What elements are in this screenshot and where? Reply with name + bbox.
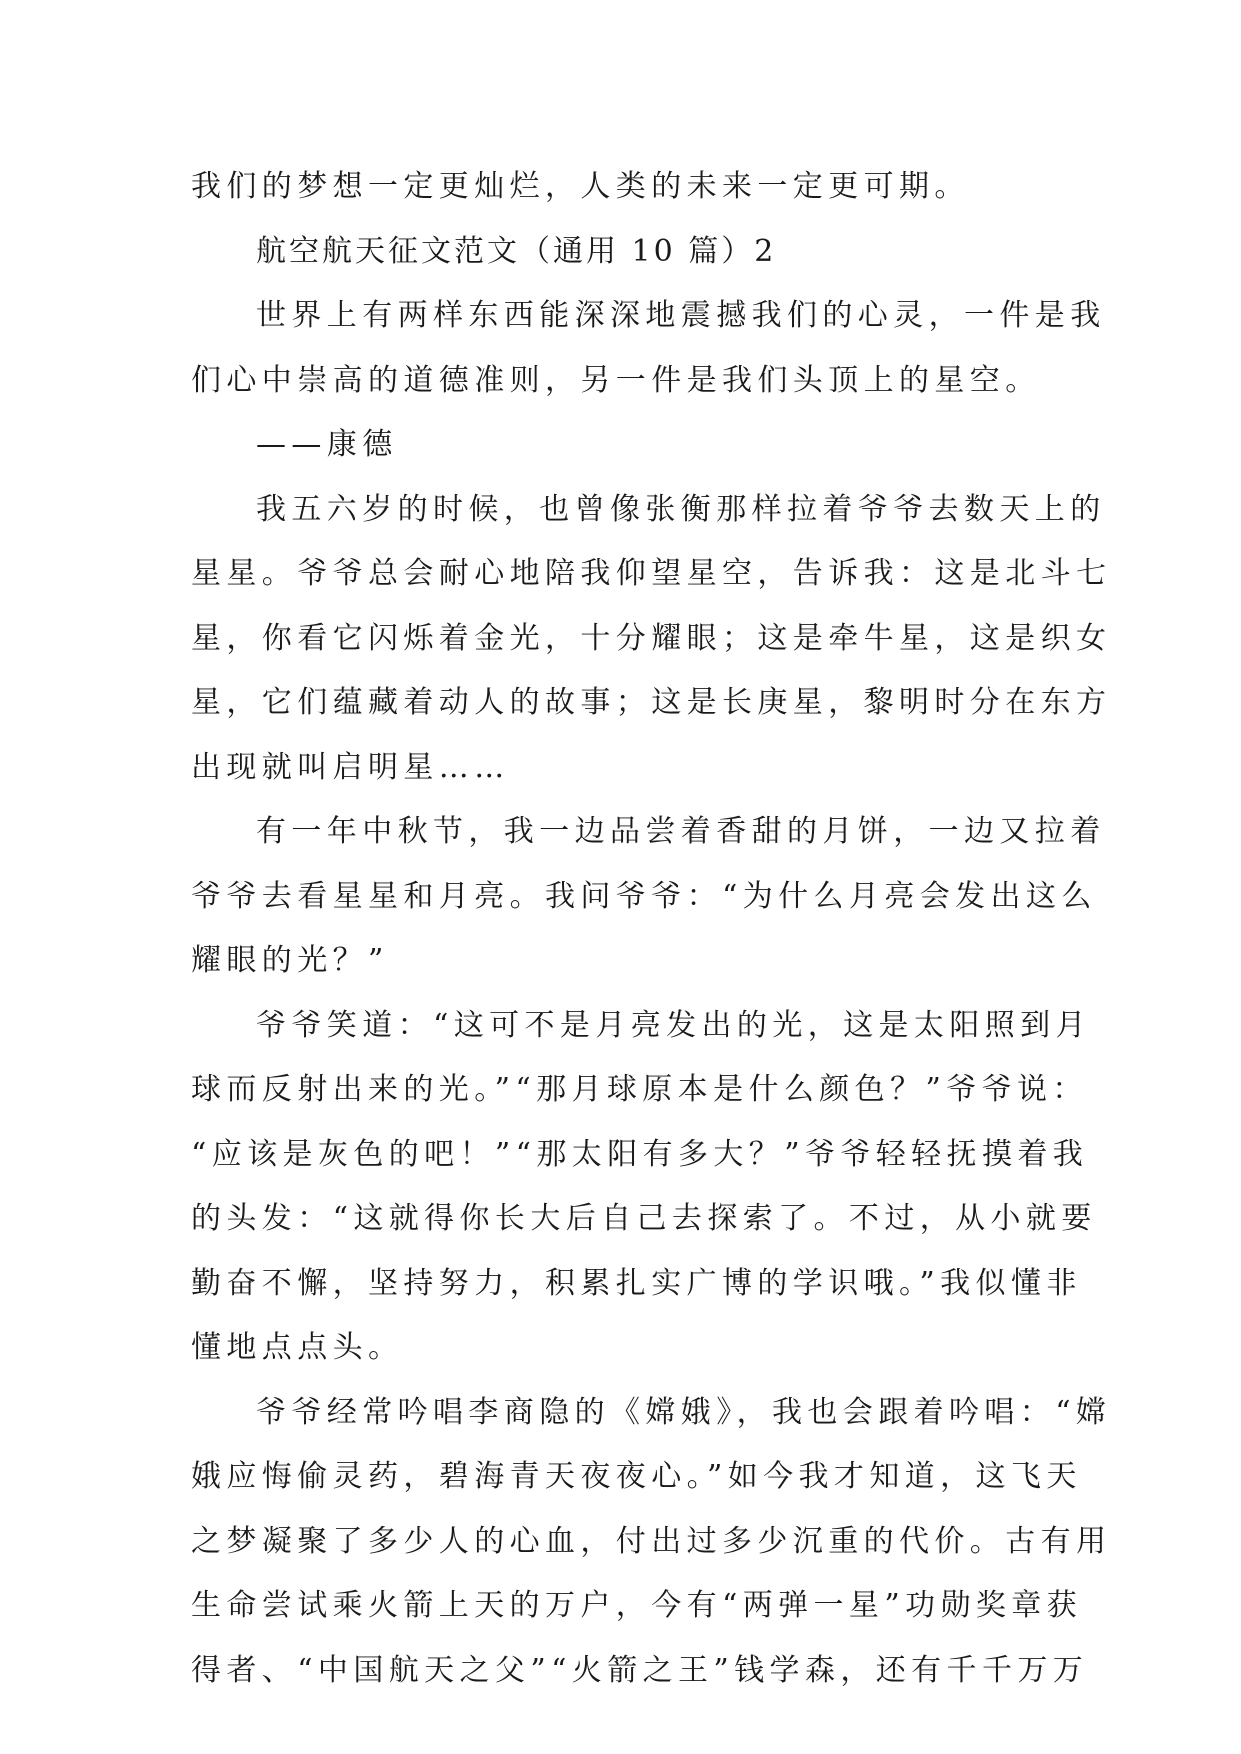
text-line: 之梦凝聚了多少人的心血，付出过多少沉重的代价。古有用	[191, 1523, 1112, 1559]
text-line: 勤奋不懈，坚持努力，积累扎实广博的学识哦。”我似懂非	[191, 1265, 1082, 1301]
text-line: 生命尝试乘火箭上天的万户，今有“两弹一星”功勋奖章获	[191, 1588, 1083, 1623]
text-line: 球而反射出来的光。”“那月球原本是什么颜色？”爷爷说：	[191, 1072, 1088, 1107]
text-line: 星星。爷爷总会耐心地陪我仰望星空，告诉我：这是北斗七	[191, 556, 1112, 591]
text-line: 娥应悔偷灵药，碧海青天夜夜心。”如今我才知道，这飞天	[191, 1459, 1082, 1494]
text-line: 星，它们蕴藏着动人的故事；这是长庚星，黎明时分在东方	[191, 685, 1112, 720]
text-line: 我们的梦想一定更灿烂，人类的未来一定更可期。	[191, 169, 970, 204]
text-line: 出现就叫启明星……	[191, 749, 510, 785]
text-line: 星，你看它闪烁着金光，十分耀眼；这是牵牛星，这是织女	[191, 620, 1112, 656]
text-line: 世界上有两样东西能深深地震撼我们的心灵，一件是我	[256, 298, 1106, 333]
text-line: 爷爷笑道：“这可不是月亮发出的光，这是太阳照到月	[256, 1007, 1091, 1043]
text-line: 们心中崇高的道德准则，另一件是我们头顶上的星空。	[191, 362, 1041, 398]
text-line: 懂地点点头。	[191, 1330, 404, 1365]
text-line: 耀眼的光？”	[191, 943, 389, 978]
document-page	[191, 155, 1112, 1703]
quote-attribution: ——康德	[256, 427, 398, 462]
text-line: “应该是灰色的吧！”“那太阳有多大？”爷爷轻轻抚摸着我	[191, 1136, 1089, 1172]
text-line: 爷爷经常吟唱李商隐的《嫦娥》，我也会跟着吟唱：“嫦	[256, 1394, 1112, 1430]
text-line: 我五六岁的时候，也曾像张衡那样拉着爷爷去数天上的	[256, 491, 1106, 527]
text-line: 爷爷去看星星和月亮。我问爷爷：“为什么月亮会发出这么	[191, 878, 1097, 914]
text-line: 有一年中秋节，我一边品尝着香甜的月饼，一边又拉着	[256, 814, 1106, 849]
section-heading: 航空航天征文范文（通用 10 篇）2	[256, 233, 777, 269]
text-line: 的头发：“这就得你长大后自己去探索了。不过，从小就要	[191, 1201, 1097, 1236]
text-line: 得者、“中国航天之父”“火箭之王”钱学森，还有千千万万	[191, 1652, 1089, 1688]
